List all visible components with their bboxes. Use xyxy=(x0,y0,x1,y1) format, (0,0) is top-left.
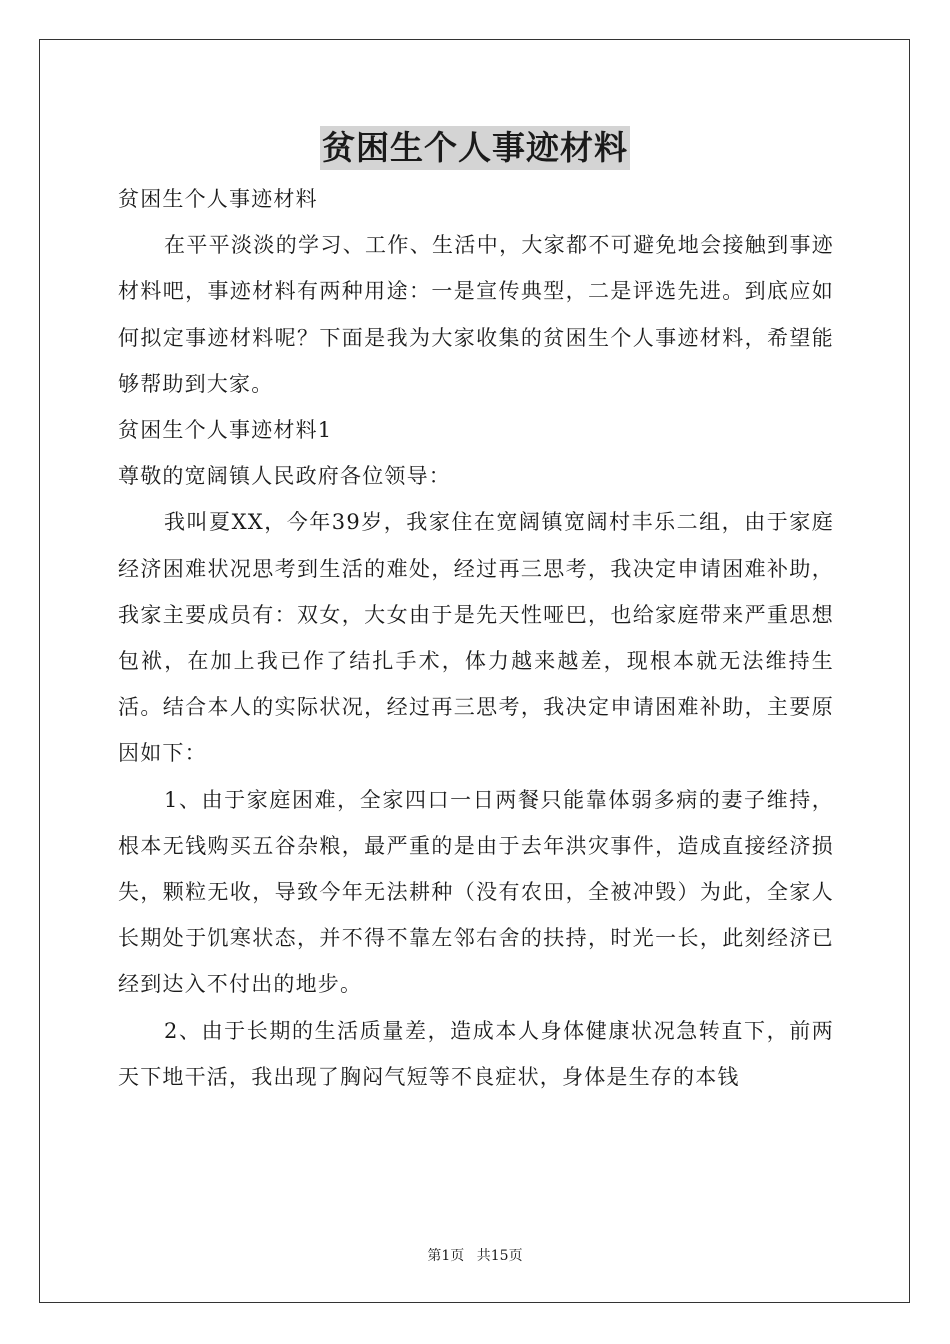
paragraph-1: 贫困生个人事迹材料 xyxy=(118,187,318,211)
title-wrap xyxy=(0,126,950,170)
paragraph-2: 在平平淡淡的学习、工作、生活中，大家都不可避免地会接触到事迹材料吧，事迹材料有两种用途：一是宣传典型，二是评选先进。到底应如何拟定事迹材料呢？下面是我为大家收集的贫困生个人事迹材料，希望能够帮助到大家。 xyxy=(118,233,834,396)
page-footer xyxy=(0,1245,950,1265)
paragraph-7: 2、由于长期的生活质量差，造成本人身体健康状况急转直下，前两天下地干活，我出现了胸闷气短等不良症状，身体是生存的本钱 xyxy=(118,1018,834,1089)
paragraph-3: 贫困生个人事迹材料1 xyxy=(118,418,333,443)
paragraph-4: 尊敬的宽阔镇人民政府各位领导： xyxy=(118,464,451,489)
document-body xyxy=(118,176,834,1100)
paragraph-5: 我叫夏XX，今年39岁，我家住在宽阔镇宽阔村丰乐二组，由于家庭经济困难状况思考到生活的难处，经过再三思考，我决定申请困难补助，我家主要成员有：双女，大女由于是先天性哑巴，也给家庭带来严重思想包袱，在加上我已作了结扎手术，体力越来越差，现根本就无法维持生活。结合本人的实际状况，经过再三思考，我决定申请困难补助，主要原因如下： xyxy=(118,510,834,766)
page-number: 第1页 xyxy=(427,1248,465,1264)
paragraph-6: 1、由于家庭困难，全家四口一日两餐只能靠体弱多病的妻子维持，根本无钱购买五谷杂粮，最严重的是由于去年洪灾事件，造成直接经济损失，颗粒无收，导致今年无法耕种（没有农田，全被冲毁）为此，全家人长期处于饥寒状态，并不得不靠左邻右舍的扶持，时光一长，此刻经济已经到达入不付出的地步。 xyxy=(118,787,834,997)
page-total: 共15页 xyxy=(476,1248,523,1264)
document-title: 贫困生个人事迹材料 xyxy=(320,126,630,170)
